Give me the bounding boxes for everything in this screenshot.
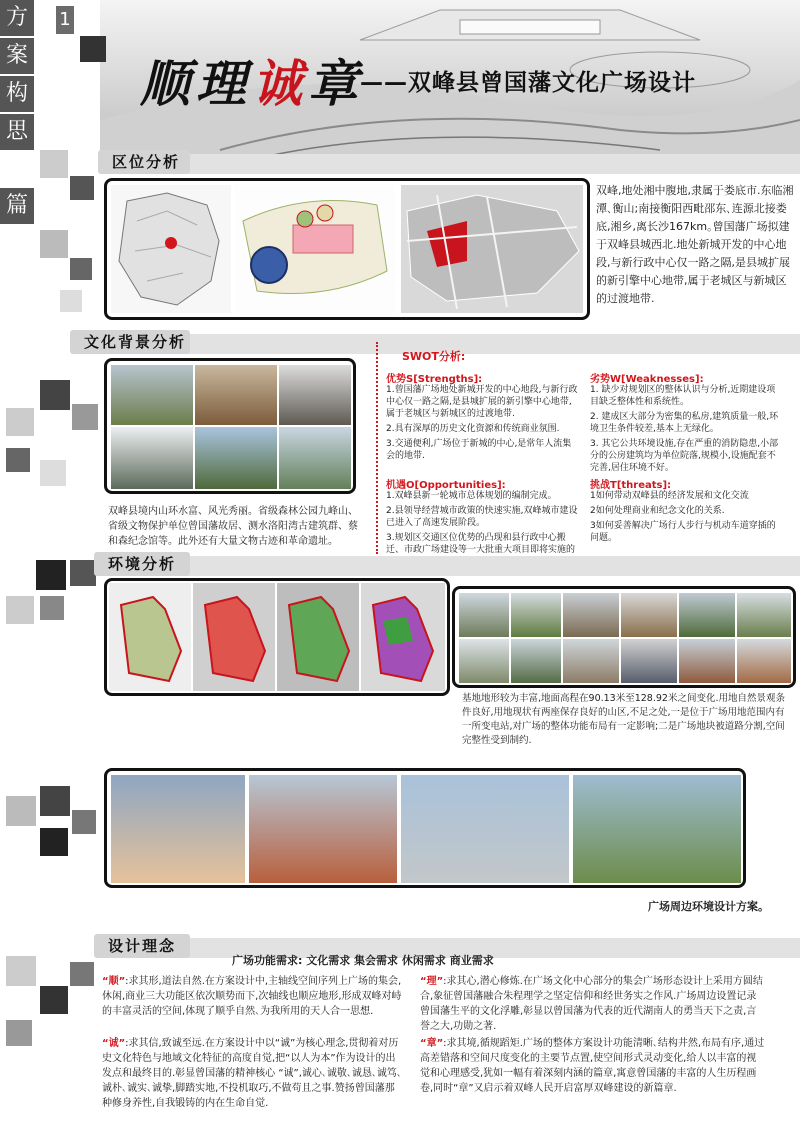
- threat-2: 2如何处理商业和纪念文化的关系.: [590, 506, 725, 516]
- weaknesses-list: [590, 384, 780, 474]
- function-needs: 广场功能需求: 文化需求 集会需求 休闲需求 商业需求: [232, 954, 494, 967]
- section-title-location: 区位分析: [98, 150, 190, 174]
- concept-li-text: :求其心,潜心修炼.在广场文化中心部分的集会广场形态设计上采用方圆结合,象征曾国藩融合朱程理学之坚定信仰和经世务实之作风.广场周边设置记录曾国藩生平的文化浮雕,彰显以曾国藩为代表的近代湖南人的勇当天下之责,言誉之大,功勋之著.: [420, 976, 763, 1032]
- rendering-government: [401, 775, 569, 883]
- threat-1: 1如何带动双峰县的经济发展和文化交流: [590, 491, 749, 501]
- concept-zhang: [420, 1036, 766, 1096]
- title-part-1: 顺理: [140, 54, 252, 113]
- threat-3: 3如何妥善解决广场行人步行与机动车道穿插的问题。: [590, 521, 776, 543]
- photo-old-building: [279, 365, 351, 425]
- photo-residence: [195, 365, 277, 425]
- concept-shun-key: “顺”: [102, 976, 126, 987]
- side-tab-char-5: 篇: [0, 188, 34, 224]
- surrounding-caption: 广场周边环境设计方案。: [648, 900, 769, 913]
- main-title: [140, 44, 364, 116]
- opportunity-3: 3.规划区交通区位优势的凸现和县行政中心搬迁、市政广场建设等一大批重大项目即将实施的: [386, 533, 576, 555]
- strengths-list: [386, 384, 578, 462]
- strength-3: 3.交通便利,广场位于新城的中心,是常年人流集会的地带.: [386, 439, 572, 461]
- location-maps-panel: [104, 178, 590, 320]
- opportunity-2: 2.县领导经营城市政策的快速实施,双峰城市建设已进入了高速发展阶段。: [386, 506, 578, 528]
- culture-photos-panel: [104, 358, 356, 494]
- location-bar: [100, 154, 800, 174]
- swot-divider: [376, 342, 378, 554]
- opportunities-title: 机遇O[Opportunities]:: [386, 480, 506, 491]
- concept-cheng-key: “诚”: [102, 1038, 126, 1049]
- side-tab-char-3: 构: [0, 76, 34, 112]
- title-part-3: 章: [308, 54, 364, 113]
- weaknesses-title: 劣势W[Weaknesses]:: [590, 374, 704, 385]
- photo-mountain: [195, 427, 277, 489]
- title-part-cheng: 诚: [252, 54, 308, 113]
- opportunity-1: 1.双峰县新一轮城市总体规划的编制完成。: [386, 491, 557, 501]
- concept-li: [420, 974, 766, 1034]
- environment-description: 基地地形较为丰富,地面高程在90.13米至128.92米之间变化.用地自然景观条件良好,用地现状有两座保存良好的山区,不足之处,一是位于广场用地范围内有一所变电站,对广场的整体功能布局有一定影响;二是广场地块被道路分割,空间完整性受到制约.: [462, 693, 785, 746]
- threats-list: [590, 490, 780, 544]
- concept-cheng-text: :求其信,致诚至远.在方案设计中以“诚”为核心理念,贯彻着对历史文化特色与地域文化特征的高度自觉,把“以人为本”作为设计的出发点和最终目的.彰显曾国藩的精神核心 “诚”,诚心､诚敬､诚恳､诚笃､诚朴､诚实､诚挚,脚踏实地,不投机取巧,不做苟且之事.赞扬曾国藩那种修身养性,自我锻铸的内在生命自觉.: [102, 1038, 402, 1109]
- side-tab-number: 1: [56, 6, 74, 34]
- photo-landscape: [279, 427, 351, 489]
- weakness-3: 3. 其它公共环境设施,存在严重的消防隐患,小部分的公房建筑均为单位院落,规模小,设施配套不完善,居住环境不好。: [590, 439, 779, 473]
- strength-1: 1.曾国藩广场地处新城开发的中心地段,与新行政中心仅一路之隔,是县城扩展的新引擎中心地带,属于老城区与新城区的过渡地带.: [386, 385, 578, 419]
- concept-shun: [102, 974, 402, 1019]
- rendering-campus: [573, 775, 741, 883]
- threats-title: 挑战T[threats]:: [590, 480, 672, 491]
- surrounding-design-panel: [104, 768, 746, 888]
- concept-cheng: [102, 1036, 402, 1111]
- side-tab-char-4: 思: [0, 114, 34, 150]
- terrain-analysis-panel: [104, 578, 450, 696]
- concept-li-key: “理”: [420, 976, 444, 987]
- photo-village: [111, 365, 193, 425]
- rendering-hotel: [111, 775, 245, 883]
- side-tab-char-1: 方: [0, 0, 34, 36]
- section-title-culture: 文化背景分析: [70, 330, 190, 354]
- concept-shun-text: :求其形,道法自然.在方案设计中,主轴线空间序列上广场的集会,休闲,商业三大功能区依次顺势而下,次轴线也顺应地形,形成双峰对峙的丰富灵活的空间,体现了顺乎自然､为我所用的天人合一思想.: [102, 976, 402, 1017]
- site-photos-panel: [452, 586, 796, 688]
- weakness-2: 2. 建成区大部分为密集的私房,建筑质量一般,环境卫生条件较差,基本上无绿化。: [590, 412, 779, 434]
- concept-zhang-key: “章”: [420, 1038, 444, 1049]
- rendering-towers: [249, 775, 397, 883]
- swot-title: SWOT分析:: [402, 350, 466, 363]
- section-title-concept: 设计理念: [94, 934, 190, 958]
- concept-zhang-text: :求其境,循规蹈矩.广场的整体方案设计功能清晰､结构井然,布局有序,通过高差错落和空间尺度变化的主要节点置,使空间形式灵动变化,给人以丰富的视觉和心理感受,犹如一幅有着深刻内涵的篇章,寓意曾国藩的丰富的人生历程画卷,同时“章”又启示着双峰人民开启富厚双峰建设的新篇章.: [420, 1038, 765, 1094]
- culture-caption: 双峰县境内山环水富、风光秀丽。省级森林公园九峰山、省级文物保护单位曾国藩故居、测水洛阳湾古建筑群、蔡和森纪念馆等。此外还有大量文物古迹和革命遗址。: [108, 506, 358, 547]
- photo-mountain-fog: [111, 427, 193, 489]
- location-description: 双峰,地处湘中腹地,隶属于娄底市.东临湘潭､衡山;南接衡阳西毗邵东､连源北接娄底,湘乡,离长沙167km｡曾国藩广场拟建于双峰县城西北.地处新城开发的中心地段,与新行政中心仅一路之隔,是县城扩展的新引擎中心地带,属于老城区与新城区的过渡地带.: [596, 184, 794, 305]
- side-tab-char-2: 案: [0, 38, 34, 74]
- environment-bar: [100, 556, 800, 576]
- subtitle: ——双峰县曾国藩文化广场设计: [360, 70, 696, 96]
- weakness-1: 1. 缺少对规划区的整体认识与分析,近期建设项目缺乏整体性和系统性。: [590, 385, 776, 407]
- location-maps: [107, 181, 587, 317]
- terrain-maps: [107, 581, 447, 693]
- section-title-environment: 环境分析: [94, 552, 190, 576]
- strengths-title: 优势S[Strengths]:: [386, 374, 483, 385]
- strength-2: 2.具有深厚的历史文化资源和传统商业氛围.: [386, 424, 560, 434]
